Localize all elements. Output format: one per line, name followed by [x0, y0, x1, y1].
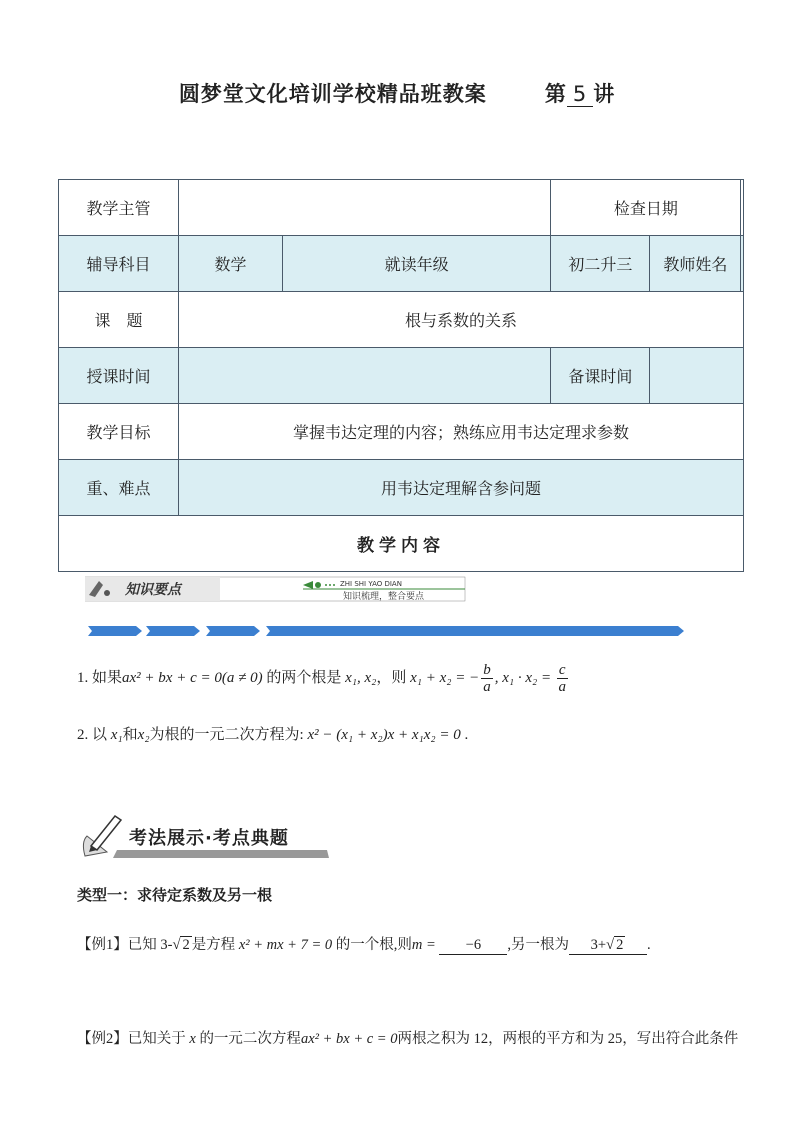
formula-2: 2. 以 x₁和x₂为根的一元二次方程为: x² − (x₁ + x₂)x + x₁x₂ = 0 . — [77, 727, 469, 743]
check-date-value — [741, 180, 744, 236]
key-value: 用韦达定理解含参问题 — [179, 460, 744, 516]
class-time-value — [179, 348, 551, 404]
prep-time-label: 备课时间 — [551, 348, 650, 404]
table-row — [59, 404, 744, 460]
table-row — [59, 292, 744, 348]
fraction-c-over-a: $\frac{c}{a}$ — [558, 662, 566, 695]
section-heading: 类型一：求待定系数及另一根 — [77, 886, 273, 904]
banner1-pinyin: ZHI SHI YAO DIAN — [340, 580, 402, 588]
page-title — [0, 78, 794, 108]
lesson-info-table — [58, 179, 744, 572]
answer-blank-2: 3+√ 2 — [569, 937, 647, 955]
grade-value: 初二升三 — [551, 236, 650, 292]
table-row — [59, 180, 744, 236]
example-2: 【例2】已知关于 x 的一元二次方程ax² + bx + c = 0两根之积为 12，两根的平方和为 25，写出符合此条件 — [77, 1031, 739, 1047]
dot-icon — [104, 590, 110, 596]
school-title: 圆梦堂文化培训学校精品班教案 — [178, 82, 487, 106]
grade-label: 就读年级 — [283, 236, 551, 292]
fraction-b-over-a: $\frac{b}{a}$ — [483, 662, 491, 695]
goal-label: 教学目标 — [59, 404, 179, 460]
topic-label: 课 题 — [59, 292, 179, 348]
teacher-value — [741, 236, 744, 292]
arrow-segment — [206, 626, 260, 636]
banner1-subtitle: 知识梳理，整合要点 — [343, 592, 425, 602]
supervisor-value — [179, 180, 551, 236]
subject-value: 数学 — [179, 236, 283, 292]
lecture-number: 5 — [567, 82, 593, 107]
table-row — [59, 348, 744, 404]
table-row — [59, 460, 744, 516]
table-row — [59, 236, 744, 292]
answer-blank-1: −6 — [439, 937, 507, 955]
example-1: 【例1】已知 3-√ 2 是方程 x² + mx + 7 = 0 的一个根,则m = −6 ,另一根为 3+√ 2 . — [77, 937, 651, 953]
knowledge-points-banner — [85, 575, 470, 603]
arrow-segment-long — [266, 626, 684, 636]
key-label: 重、难点 — [59, 460, 179, 516]
content-title: 教学内容 — [59, 516, 744, 572]
banner2-title: 考法展示·考点典题 — [129, 828, 289, 849]
table-row — [59, 516, 744, 572]
progress-arrows — [88, 622, 688, 640]
arrow-segment — [146, 626, 200, 636]
check-date-label: 检查日期 — [551, 180, 741, 236]
arrow-segment — [88, 626, 142, 636]
class-time-label: 授课时间 — [59, 348, 179, 404]
prep-time-value — [650, 348, 744, 404]
exam-methods-banner — [77, 812, 333, 860]
supervisor-label: 教学主管 — [59, 180, 179, 236]
subject-label: 辅导科目 — [59, 236, 179, 292]
teacher-label: 教师姓名 — [650, 236, 741, 292]
topic-value: 根与系数的关系 — [179, 292, 744, 348]
formula-1: 1. 如果ax² + bx + c = 0(a ≠ 0) 的两个根是 x₁, x₂，则 x₁ + x₂ = − $\frac{b}{a}$ , x₁ · x₂ = $\frac{c}{a}$ — [77, 662, 566, 695]
lecture-label: 第 5 讲 — [544, 82, 616, 106]
pen-icon — [91, 816, 121, 850]
banner-underline — [113, 850, 329, 858]
green-dot-icon — [315, 582, 321, 588]
goal-value: 掌握韦达定理的内容；熟练应用韦达定理求参数 — [179, 404, 744, 460]
banner1-title: 知识要点 — [125, 582, 181, 598]
sqrt-symbol: √ 2 — [172, 937, 190, 953]
